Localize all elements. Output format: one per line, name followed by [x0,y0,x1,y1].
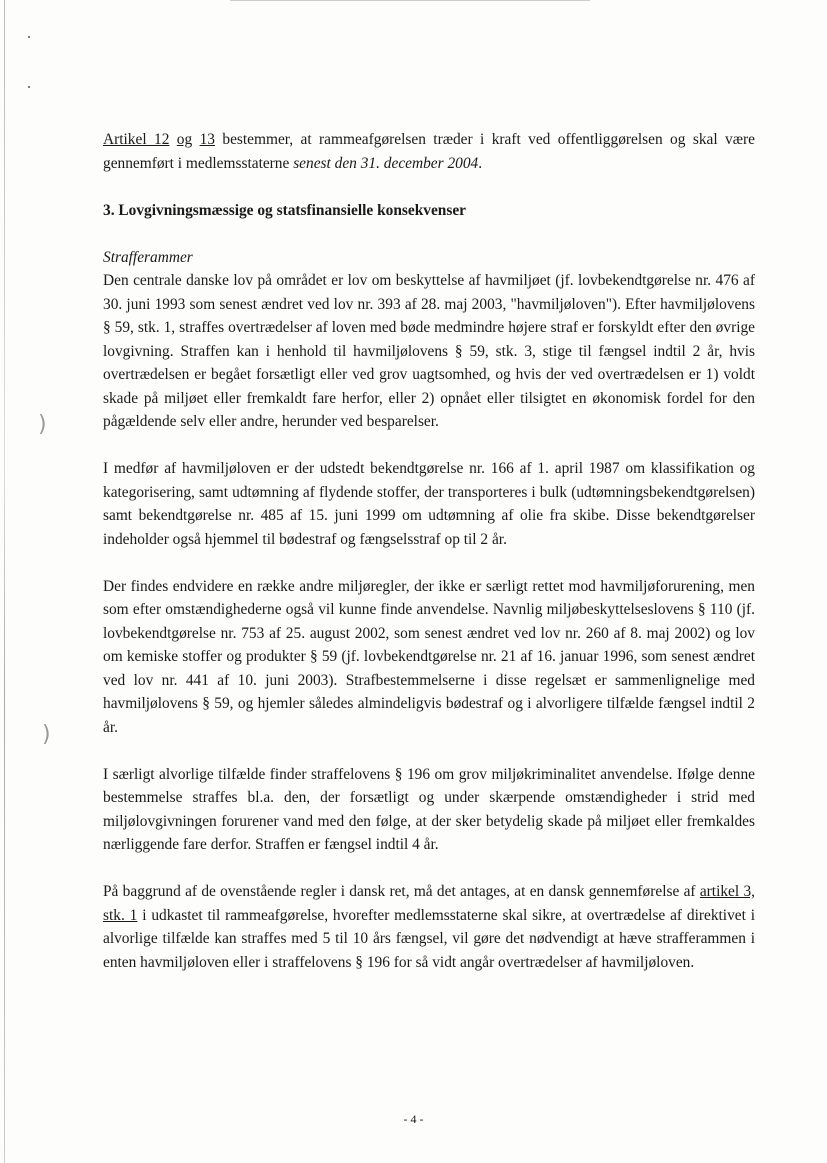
deadline-text: senest den 31. december 2004 [293,154,479,172]
paragraph-text: i udkastet til rammeafgørelse, hvorefter medlemsstaterne skal sikre, at overtrædelse af direktivet i alvorlige tilfælde kan straffes med 5 til 10 års fængsel, vil gøre det nødvendigt at hæve strafferammen i enten havmiljøloven eller i straffelovens § 196 for så vidt angår overtrædelser af havmiljøloven. [103,906,755,971]
paragraph-text: Den centrale danske lov på området er lov om beskyttelse af havmiljøet (jf. lovbekendtgørelse nr. 476 af 30. juni 1993 som senest ændret ved lov nr. 393 af 28. maj 2003, "havmiljøloven"). Efter havmiljølovens § 59, stk. 1, straffes overtrædelser af loven med bøde medmindre højere straf er forskyldt efter den øvrige lovgivning. Straffen kan i henhold til havmiljølovens § 59, stk. 3, stige til fængsel indtil 2 år, hvis overtrædelsen er begået forsætligt eller ved grov uagtsomhed, og hvis der ved overtrædelsen er 1) voldt skade på miljøet eller fremkaldt fare herfor, eller 2) opnået eller tilsigtet en økonomisk fordel for den pågældende selv eller andre, herunder ved besparelser. [103,272,755,430]
scan-speck [28,86,30,88]
paragraph-straffeloven: I særligt alvorlige tilfælde finder straffelovens § 196 om grov miljøkriminalitet anvendelse. Ifølge denne bestemmelse straffes bl.a. den, der forsætligt og under skærpende omstændigheder i strid med miljølovgivningen forurener vand med den følge, at der sker betydelig skade på miljøet eller fremkaldes nærliggende fare derfor. Straffen er fængsel indtil 4 år. [103,765,755,853]
scan-top-line [230,0,590,1]
paragraph-end: . [478,154,483,172]
scan-speck [28,36,30,38]
document-body [103,128,755,998]
paragraph-text: På baggrund af de ovenstående regler i dansk ret, må det antages, at en dansk gennemførelse af [103,883,700,900]
paragraph-text: bestemmer, at rammeafgørelsen træder i kraft ved offentliggørelsen og skal være gennemført i medlemsstaterne [103,131,755,172]
paragraph-strafferammer [103,246,755,434]
paragraph-bekendtgoerelser: I medfør af havmiljøloven er der udstedt bekendtgørelse nr. 166 af 1. april 1987 om klassifikation og kategorisering, samt udtømning af flydende stoffer, der transporteres i bulk (udtømningsbekendtgørelsen) samt bekendtgørelse nr. 485 af 15. juni 1999 om udtømning af olie fra skibe. Disse bekendtgørelser indeholder også hjemmel til bødestraf og fængselsstraf op til 2 år. [103,460,755,548]
paragraph-conclusion [103,880,755,974]
page-number: - 4 - [403,1112,424,1126]
paragraph-andre-miljoeregler: Der findes endvidere en række andre miljøregler, der ikke er særligt rettet mod havmiljøforurening, men som efter omstændighederne også vil kunne finde anvendelse. Navnlig miljøbeskyttelseslovens § 110 (jf. lovbekendtgørelse nr. 753 af 25. august 2002, som senest ændret ved lov nr. 260 af 8. maj 2002) og lov om kemiske stoffer og produkter § 59 (jf. lovbekendtgørelse nr. 21 af 16. januar 1996, som senest ændret ved lov nr. 441 af 10. juni 2003). Strafbestemmelserne i disse regelsæt er sammenlignelige med havmiljølovens § 59, og hjemler således almindeligvis bødestraf og i alvorligere tilfælde fængsel indtil 2 år. [103,577,755,736]
scan-edge [4,0,5,1163]
article-ref-3: artikel 3, stk. 1 [103,883,755,924]
paragraph-implementation [103,128,755,175]
section-heading: 3. Lovgivningsmæssige og statsfinansielle konsekvenser [103,201,466,219]
scan-mark: ) [38,412,47,437]
article-ref-13: 13 [199,131,215,148]
article-ref-joiner: og [176,131,193,148]
scan-mark: ) [42,722,51,747]
subheading: Strafferammer [103,248,193,266]
article-ref-12: Artikel 12 [103,131,170,148]
